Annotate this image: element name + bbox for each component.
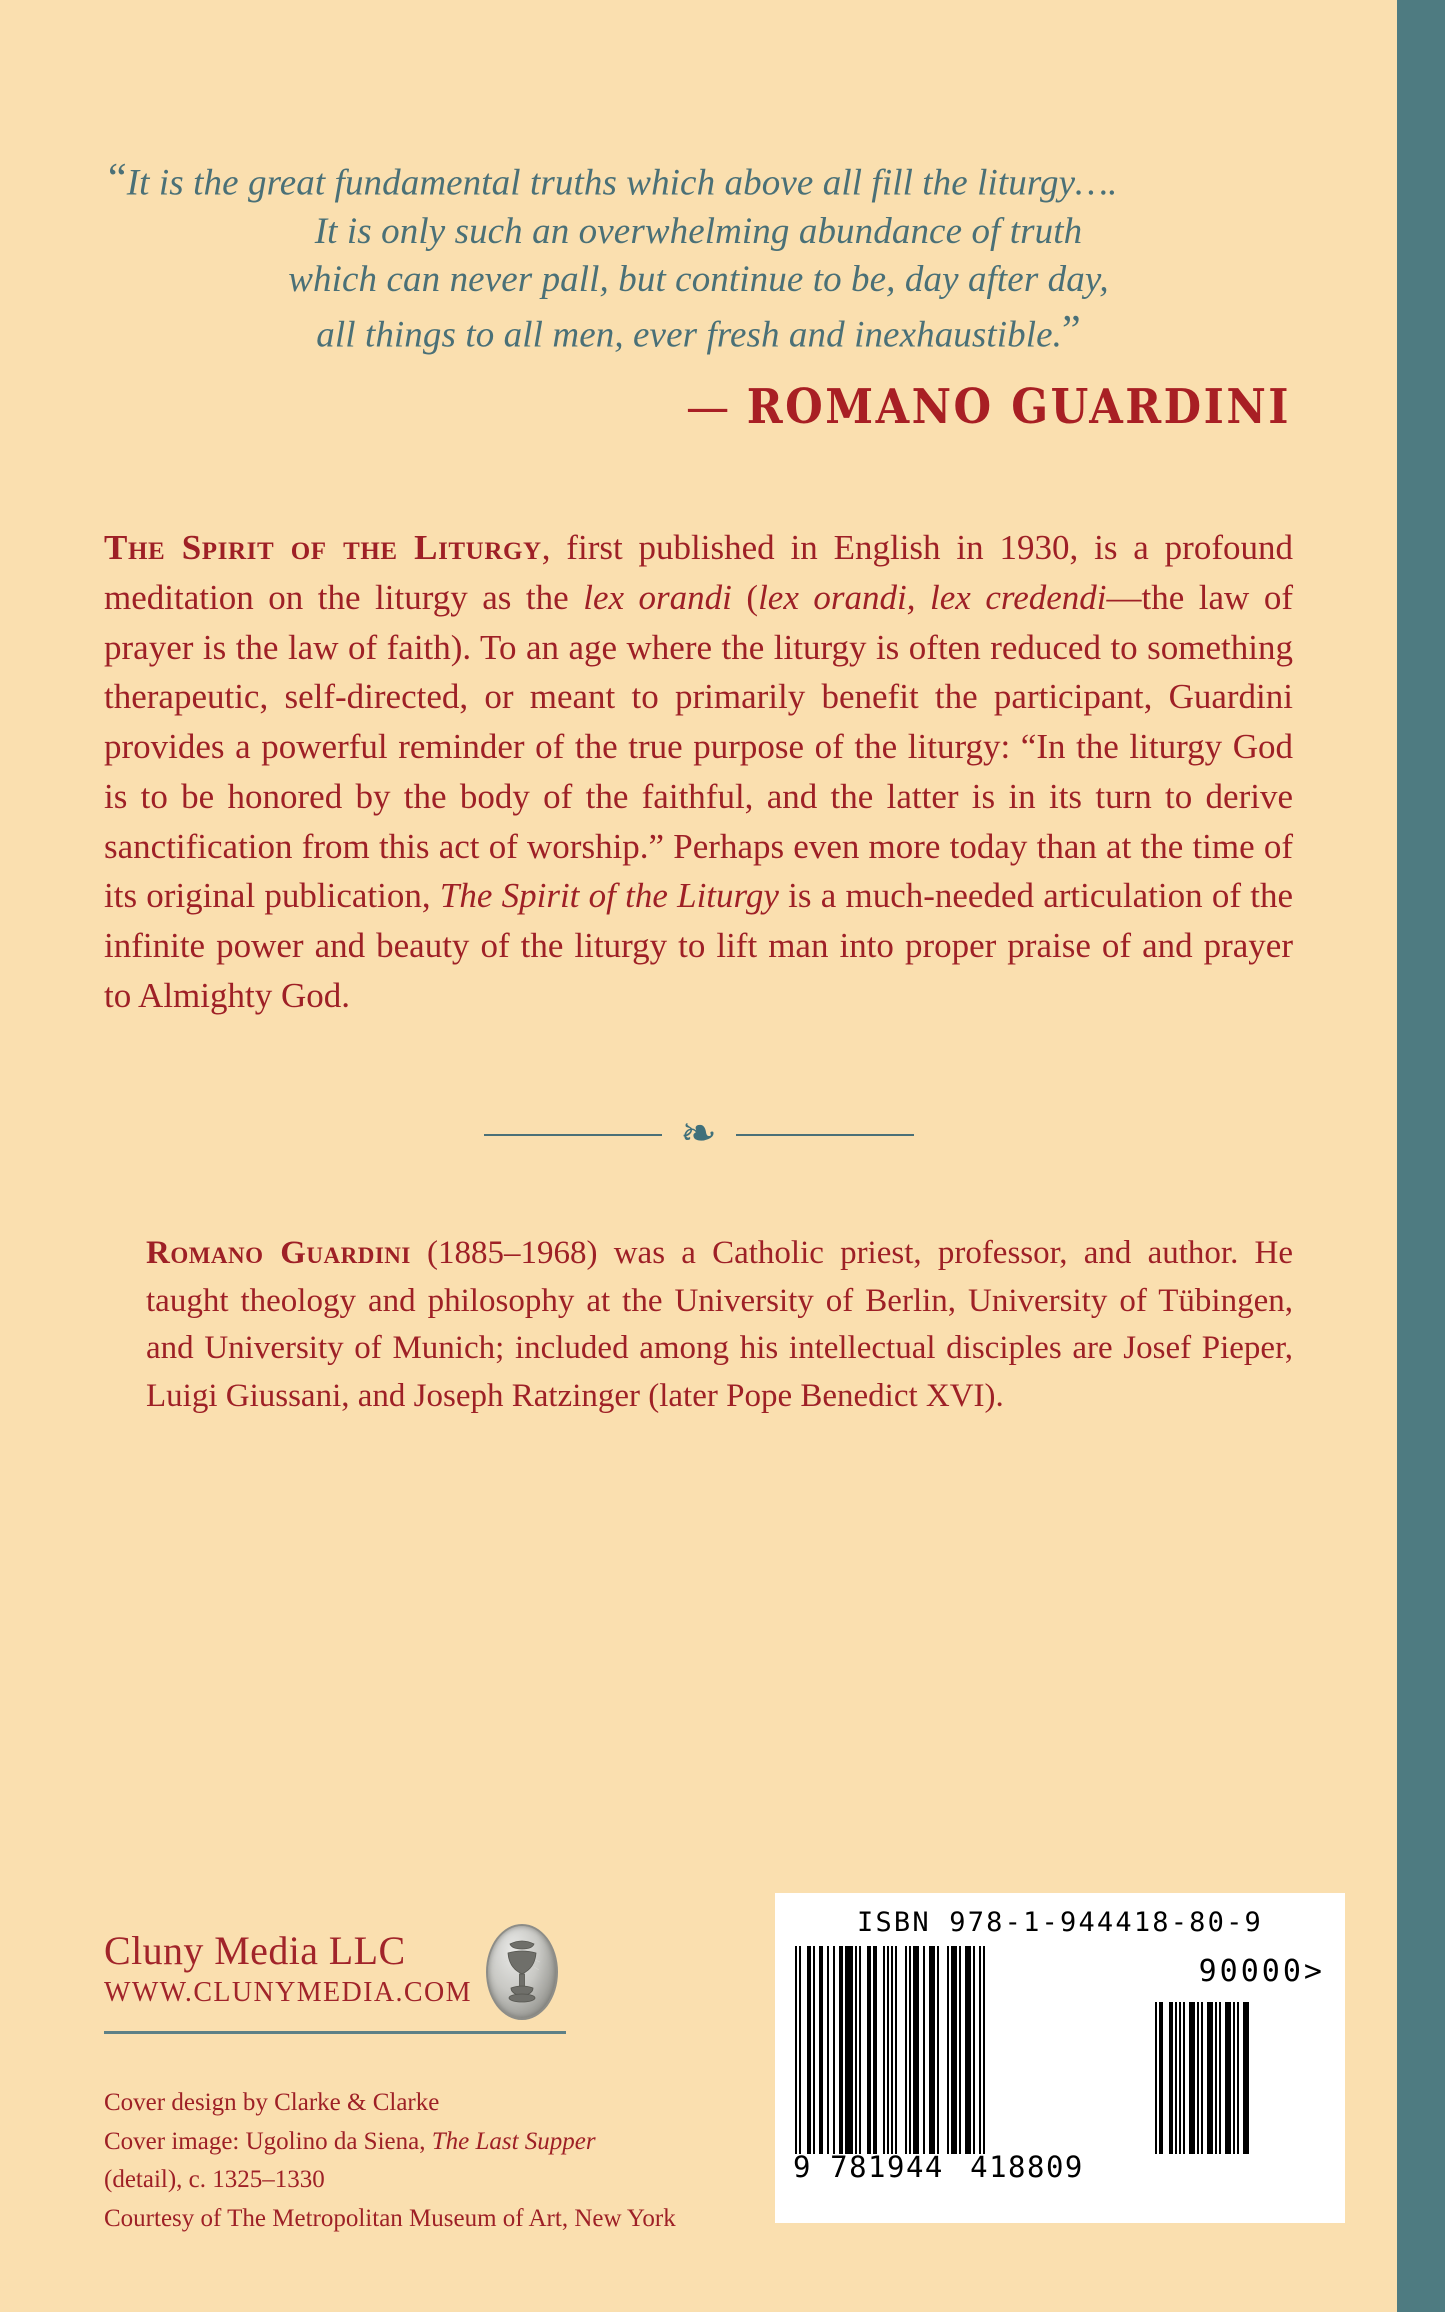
quote-line-4-text: all things to all men, ever fresh and inexhaustible. [316,314,1063,356]
author-bio-text: (1885–1968) was a Catholic priest, professor, and author. He taught theology and philosophy at the University of Berlin, University of Tübingen, and University of Munich; included among his intellectual disciples are Josef Pieper, Luigi Giussani, and Joseph Ratzinger (later Pope Benedict XVI). [146,1235,1293,1414]
footer-divider-rule [104,2031,566,2034]
publisher-url[interactable]: WWW.CLUNYMEDIA.COM [104,1977,472,2008]
spine-edge-strip [1397,0,1445,2312]
book-title-inline: The Spirit of the Liturgy [104,528,542,568]
addon-digits: 90000> [1198,1954,1325,1989]
quote-line-1 [108,152,1293,208]
ean13-digits [793,2150,1123,2184]
pull-quote [104,152,1293,359]
ornamental-divider [484,1106,914,1162]
isbn-barcode-block [775,1893,1345,2223]
credit-image-date: (detail), c. 1325–1330 [104,2166,325,2193]
divider-rule-left [484,1134,662,1136]
publisher-block [104,1930,574,2058]
latin-phrase-1: lex orandi [583,578,732,618]
credit-image-prefix: Cover image: Ugolino da Siena, [104,2127,432,2155]
ean13-bars [795,1946,1113,2154]
attribution-name: ROMANO GUARDINI [746,379,1291,436]
quote-line-1-text: It is the great fundamental truths which above all fill the liturgy…. [126,162,1118,204]
chalice-medallion-icon [486,1924,558,2020]
credit-courtesy: Courtesy of The Metropolitan Museum of Art, New York [104,2204,676,2232]
quote-attribution [104,379,1293,435]
ean-group-1: 781944 [830,2150,944,2184]
blurb-segment-1: , first published in English in 1930, is a profound meditation on the liturgy as the [104,528,1293,618]
book-title-inline-2: The Spirit of the Liturgy [439,876,779,916]
quote-line-4 [104,304,1293,360]
blurb-segment-4: is a much-needed articulation of the infinite power and beauty of the liturgy to lift man into proper praise of and prayer to Almighty God. [104,876,1293,1015]
blurb-segment-2: ( [731,578,759,618]
latin-phrase-2: lex orandi, lex credendi [758,578,1107,618]
publisher-name: Cluny Media LLC [104,1928,406,1973]
fleuron-icon: ❧ [680,1109,717,1159]
close-quote-mark: ” [1062,307,1081,354]
ean5-addon-bars [1155,2002,1325,2154]
divider-rule-right [736,1134,914,1136]
quote-line-3: which can never pall, but continue to be, day after day, [288,258,1109,300]
attribution-dash: — [686,379,730,436]
book-description [104,523,1293,1020]
isbn-label: ISBN 978-1-944418-80-9 [856,1907,1264,1938]
quote-line-2: It is only such an overwhelming abundance of truth [314,210,1083,252]
ean-lead-digit: 9 [793,2150,812,2184]
credit-image-title: The Last Supper [431,2127,596,2155]
chalice-glyph [502,1940,542,2006]
open-quote-mark: “ [108,156,127,202]
author-name: Romano Guardini [146,1235,411,1272]
barcode-graphics [793,1946,1327,2196]
ean-group-2: 418809 [970,2150,1084,2184]
blurb-segment-3: —the law of prayer is the law of faith). To an age where the liturgy is often reduced to something therapeutic, self-directed, or meant to primarily benefit the participant, Guardini provides a powerful reminder of the true purpose of the liturgy: “In the liturgy God is to be honored by the body of the faithful, and the latter is in its turn to derive sanctification from this act of worship.” Perhaps even more today than at the time of its original publication, [104,578,1294,916]
author-bio [146,1230,1293,1420]
credit-design: Cover design by Clarke & Clarke [104,2089,440,2116]
